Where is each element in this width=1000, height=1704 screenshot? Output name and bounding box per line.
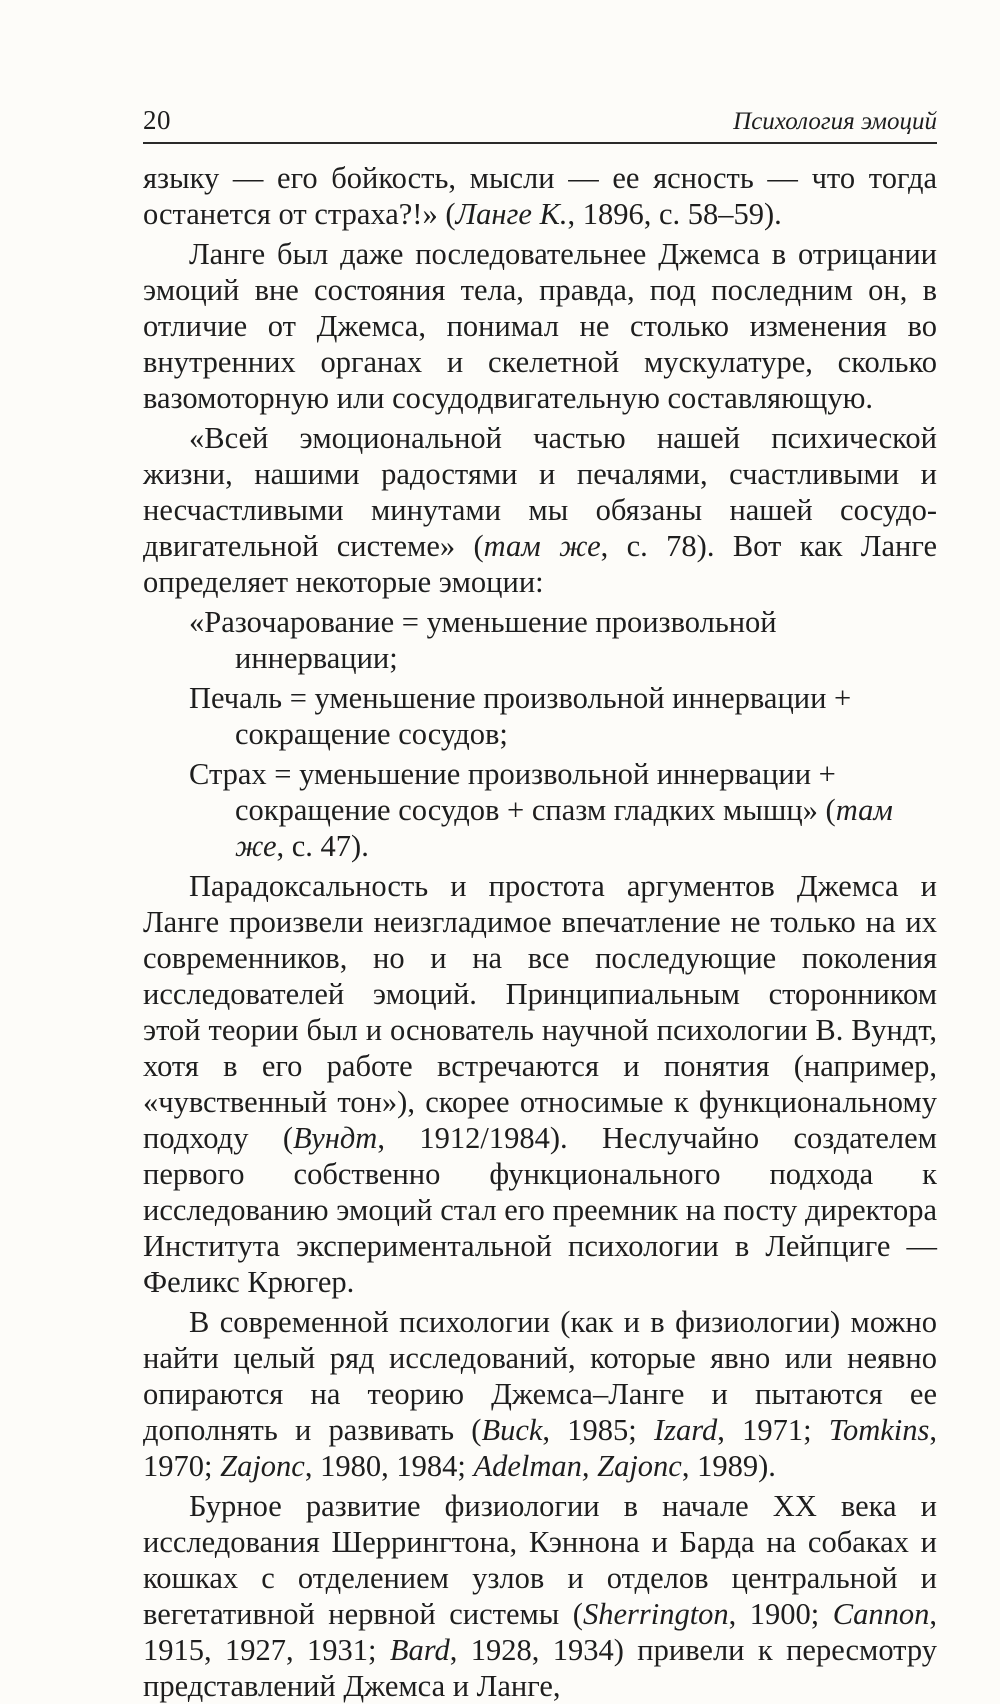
text-run: , 1928, 1934) привели к пересмотру представлений Джемса и Ланге, xyxy=(143,1633,937,1703)
body-text xyxy=(143,160,937,1704)
page-number: 20 xyxy=(143,105,171,135)
definition-sadness: Печаль = уменьшение произвольной иннервации + сокращение сосудов; xyxy=(189,681,852,751)
citation: Zajonc xyxy=(220,1449,305,1483)
citation: Вундт xyxy=(293,1121,378,1155)
citation: Izard xyxy=(653,1413,718,1447)
text-run: , 1900; xyxy=(728,1597,833,1631)
citation: Cannon xyxy=(832,1597,930,1631)
text-run: «Всей эмоциональной частью нашей психической жизни, нашими радостями и печалями, счастливыми и несчастливыми минутами мы обязаны нашей сосудо-двигательной системе» ( xyxy=(143,421,937,563)
paragraph-5 xyxy=(143,1304,937,1484)
text-run: , 1915, 1927, 1931; xyxy=(143,1597,937,1667)
text-run: , 1970; xyxy=(143,1413,937,1483)
citation: Bard xyxy=(389,1633,450,1667)
text-run: Страх = уменьшение произвольной иннервации + сокращение сосудов + спазм гладких мышц» ( xyxy=(189,757,836,827)
text-run: , 1912/1984). Неслучайно создателем первого собственно функционального подхода к исследованию эмоций стал его преемник на посту директора Института экспериментальной психологии в Лейпциге — Феликс Крюгер. xyxy=(143,1121,937,1299)
text-run: , 1989). xyxy=(681,1449,776,1483)
paragraph-6 xyxy=(143,1488,937,1704)
text-run: , 1985; xyxy=(542,1413,654,1447)
paragraph-2: Ланге был даже последовательнее Джемса в отрицании эмоций вне состояния тела, правда, под последним он, в отличие от Джемса, понимал не столько изменения во внутренних органах и скелетной мускулатуре, сколько вазомоторную или сосудодвигательную составляющую. xyxy=(143,237,937,415)
text-run: , 1971; xyxy=(717,1413,829,1447)
text-run: , с. 78). Вот как Ланге определяет некоторые эмоции: xyxy=(143,529,937,599)
citation: Tomkins xyxy=(828,1413,930,1447)
paragraph-4 xyxy=(143,868,937,1300)
text-run: Бурное развитие физиологии в начале XX века и исследования Шеррингтона, Кэннона и Барда на собаках и кошках с отделением узлов и отделов центральной и вегетативной нервной системы ( xyxy=(143,1489,937,1631)
running-title: Психология эмоций xyxy=(733,108,937,135)
text-run: , 1980, 1984; xyxy=(304,1449,474,1483)
citation: Ланге К. xyxy=(455,197,568,231)
citation: Adelman, Zajonc xyxy=(473,1449,682,1483)
text-run: языку — его бойкость, мысли — ее ясность — что тогда останется от страха?!» ( xyxy=(143,161,937,231)
citation: Buck xyxy=(481,1413,543,1447)
definition-disappointment: «Разочарование = уменьшение произвольной иннервации; xyxy=(189,605,777,675)
text-run: Парадоксальность и простота аргументов Джемса и Ланге произвели неизгладимое впечатление не только на их современников, но и на все последующие поколения исследователей эмоций. Принципиальным сторонником этой теории был и основатель научной психологии В. Вундт, хотя в его работе встречаются и понятия (например, «чувственный тон»), скорее относимые к функциональному подходу ( xyxy=(143,869,937,1155)
running-header xyxy=(143,96,937,144)
paragraph-1 xyxy=(143,160,937,232)
citation: там же xyxy=(483,529,601,563)
citation: Sherrington xyxy=(582,1597,729,1631)
text-run: В современной психологии (как и в физиологии) можно найти целый ряд исследований, которые явно или неявно опираются на теорию Джемса–Ланге и пытаются ее дополнять и развивать ( xyxy=(143,1305,937,1447)
definition-fear xyxy=(143,756,937,864)
citation: там же xyxy=(235,793,893,863)
paragraph-3 xyxy=(143,420,937,600)
text-run: , 1896, с. 58–59). xyxy=(567,197,782,231)
text-run: , с. 47). xyxy=(276,829,369,863)
